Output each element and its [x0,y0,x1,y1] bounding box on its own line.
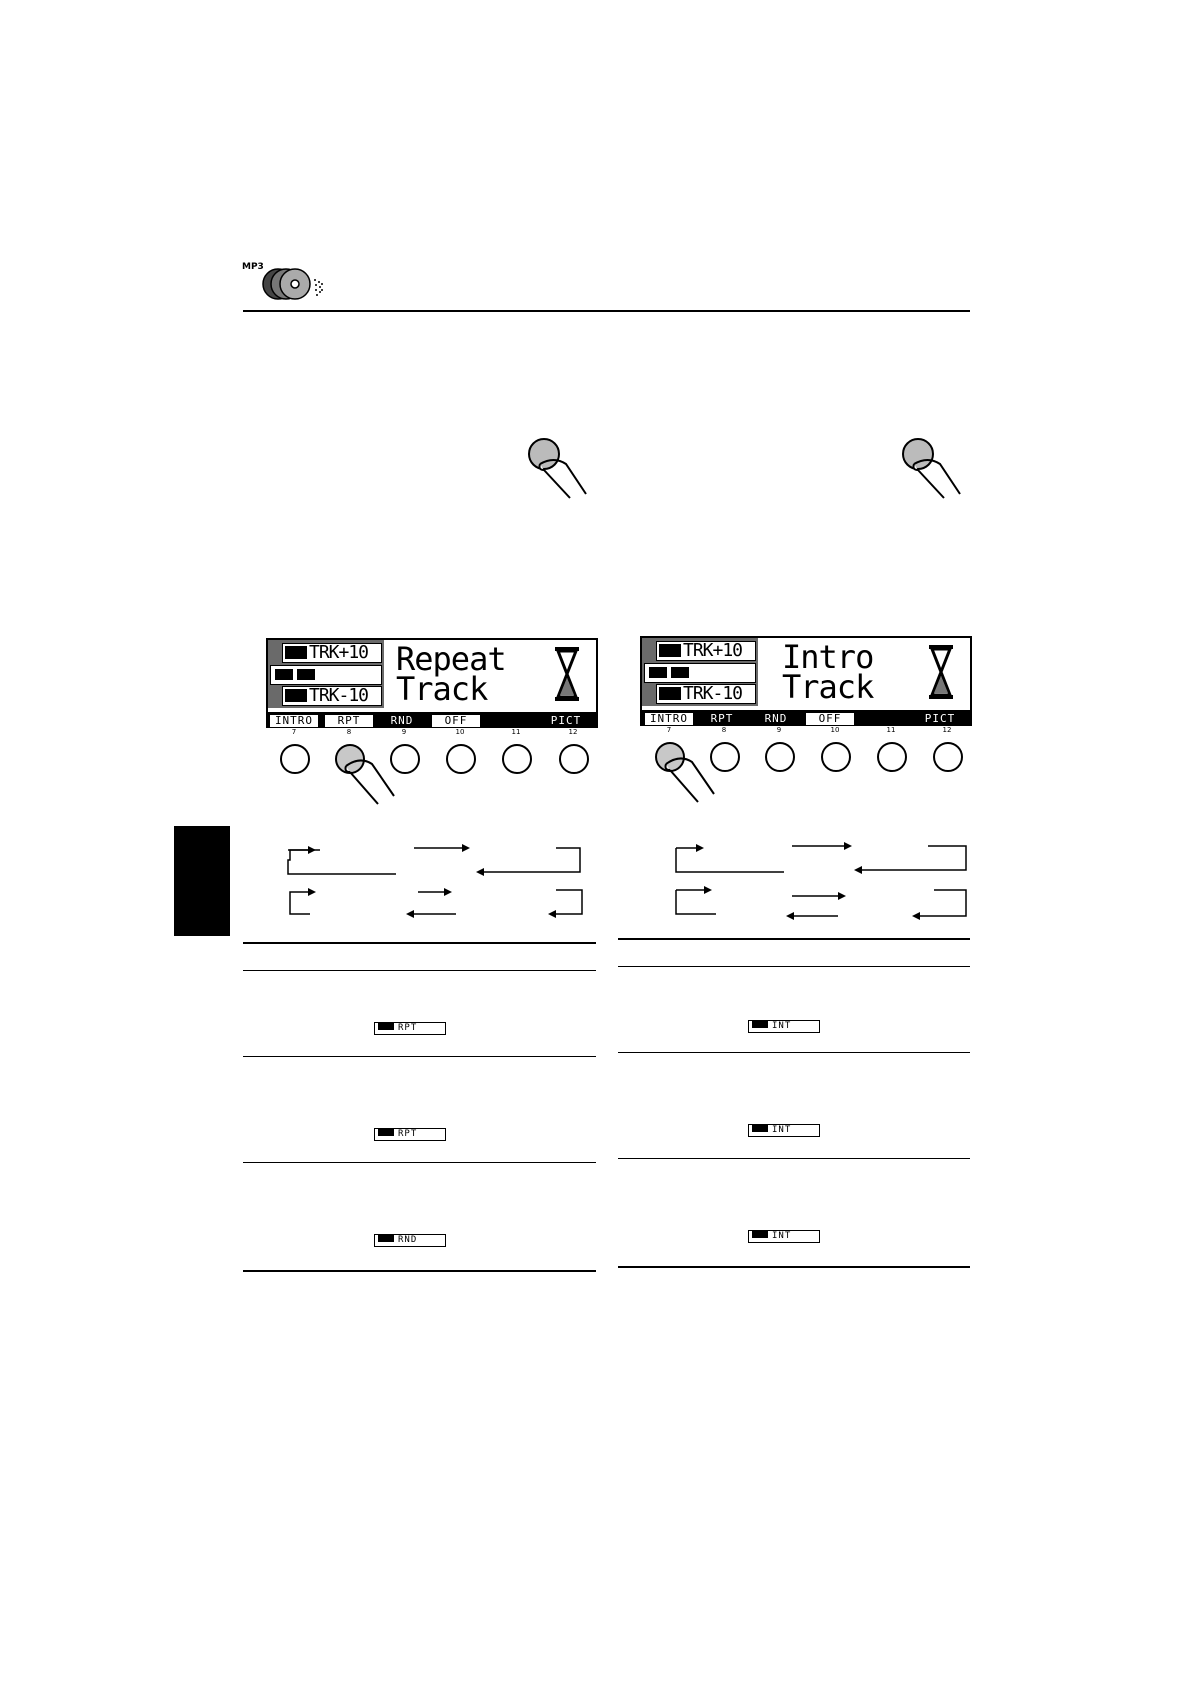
lcd-title: Repeat Track [396,640,506,708]
up-arrow-icon [285,646,307,659]
softkey-blank [860,713,908,725]
skip-buttons-row [270,665,382,685]
folder-icon [378,1129,394,1136]
next-icon [671,667,689,678]
button-number-11: 11 [511,728,521,736]
folder-repeat-badge: RPT [374,1128,446,1141]
softkey-rnd: RND [752,713,800,725]
disc-random-badge: RND [374,1234,446,1247]
disc-icon [378,1235,394,1242]
down-arrow-icon [659,687,681,700]
folder-icon [752,1125,768,1132]
trk-down-row: TRK-10 [656,684,756,704]
button-number-9: 9 [776,726,782,734]
next-icon [297,669,315,680]
preset-button-11[interactable] [502,744,532,774]
button-number-8: 8 [346,728,352,736]
button-number-8: 8 [721,726,727,734]
disc-intro-badge: INT [748,1230,820,1243]
button-number-11: 11 [886,726,896,734]
softkey-intro: INTRO [644,712,694,726]
button-number-10: 10 [830,726,840,734]
lcd-title: Intro Track [782,638,874,706]
down-arrow-icon [285,689,307,702]
preset-button-12[interactable] [933,742,963,772]
preset-button-11[interactable] [877,742,907,772]
folder-intro-badge: INT [748,1124,820,1137]
press-button-icon [900,434,970,504]
trk-up-row: TRK+10 [282,643,382,663]
softkey-rpt: RPT [698,713,746,725]
preset-button-10[interactable] [821,742,851,772]
lcd-display-repeat [266,638,598,728]
mode-cycle-diagram [280,826,590,926]
hourglass-icon [928,644,954,700]
lcd-display-intro [640,636,972,726]
preset-button-9[interactable] [765,742,795,772]
mode-cycle-diagram [668,824,978,924]
skip-buttons-row [644,663,756,683]
button-number-7: 7 [666,726,672,734]
softkey-blank [486,715,534,727]
button-number-12: 12 [568,728,578,736]
disc-icon [752,1231,768,1238]
note-icon [378,1023,394,1030]
up-arrow-icon [659,644,681,657]
trk-down-row: TRK-10 [282,686,382,706]
finger-icon [340,750,400,810]
softkey-intro: INTRO [270,715,318,727]
softkey-off: OFF [432,715,480,727]
prev-icon [275,669,293,680]
prev-icon [649,667,667,678]
softkey-bar [642,710,970,726]
finger-icon [660,748,720,808]
softkey-rpt: RPT [324,714,374,728]
hourglass-icon [554,646,580,702]
preset-button-7[interactable] [280,744,310,774]
softkey-off: OFF [806,713,854,725]
note-icon [752,1021,768,1028]
preset-button-10[interactable] [446,744,476,774]
track-repeat-badge: RPT [374,1022,446,1035]
button-number-7: 7 [291,728,297,736]
button-number-9: 9 [401,728,407,736]
track-intro-badge: INT [748,1020,820,1033]
section-tab [174,826,230,936]
header-rule [243,310,970,312]
softkey-rnd: RND [378,715,426,727]
mp3-disc-icon [262,264,328,304]
button-number-10: 10 [455,728,465,736]
trk-up-row: TRK+10 [656,641,756,661]
softkey-pict: PICT [914,713,966,725]
press-button-icon [526,434,596,504]
softkey-bar [268,712,596,728]
mp3-label: MP3 [242,262,264,272]
preset-button-12[interactable] [559,744,589,774]
softkey-pict: PICT [540,715,592,727]
button-number-12: 12 [942,726,952,734]
